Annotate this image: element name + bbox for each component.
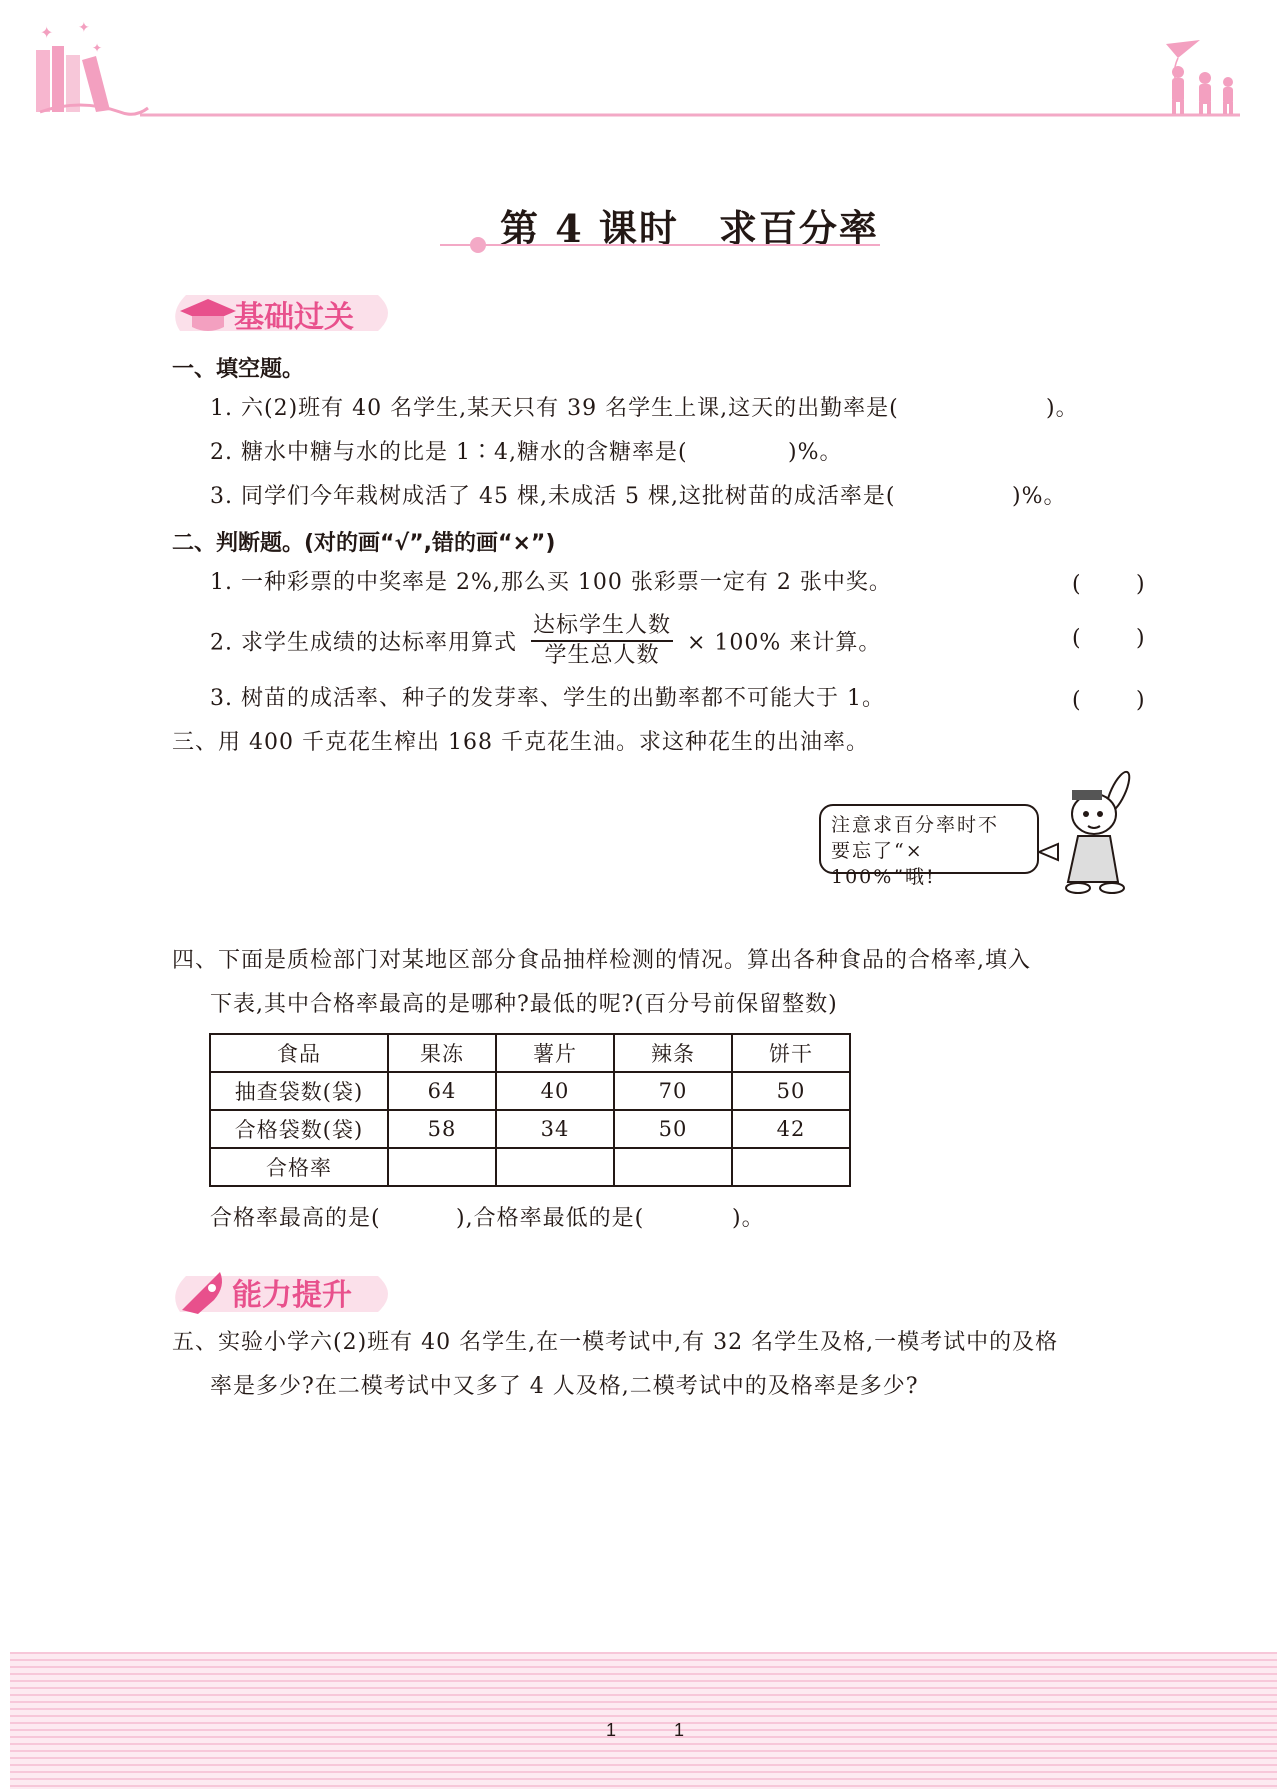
part1-q2: 2. 糖水中糖与水的比是 1∶4,糖水的含糖率是( <box>210 440 688 465</box>
part1-q2-end: )%。 <box>788 440 843 465</box>
part2-q2-post: × 100% 来计算。 <box>687 630 882 656</box>
part2-heading: 二、判断题。(对的画“√”,错的画“×”) <box>172 531 556 556</box>
table-header: 薯片 <box>496 1034 614 1072</box>
header-decoration <box>0 0 1287 140</box>
part4-answer-a: 合格率最高的是( <box>210 1206 381 1231</box>
table-cell-answer[interactable] <box>388 1148 496 1186</box>
table-cell: 70 <box>614 1072 732 1110</box>
part2-q1: 1. 一种彩票的中奖率是 2%,那么买 100 张彩票一定有 2 张中奖。 <box>210 570 892 595</box>
table-header: 饼干 <box>732 1034 850 1072</box>
part5-line2: 率是多少?在二模考试中又多了 4 人及格,二模考试中的及格率是多少? <box>210 1374 919 1399</box>
section-advanced: 能力提升 <box>232 1278 352 1313</box>
table-cell: 58 <box>388 1110 496 1148</box>
part1-q1-end: )。 <box>1046 396 1079 421</box>
table-cell-answer[interactable] <box>614 1148 732 1186</box>
rabbit-teacher-icon <box>1038 770 1148 900</box>
tip-line2: 要忘了“× 100%”哦! <box>831 840 936 888</box>
fraction-denominator: 学生总人数 <box>544 643 660 668</box>
table-header: 果冻 <box>388 1034 496 1072</box>
page-number-left: 1 <box>606 1720 617 1740</box>
part1-q3-end: )%。 <box>1012 484 1067 509</box>
part2-q2 <box>210 612 881 670</box>
fraction-numerator: 达标学生人数 <box>531 612 673 642</box>
part2-q2-paren-open: ( <box>1072 626 1081 651</box>
page-number-right: 1 <box>674 1720 685 1740</box>
fraction <box>531 612 673 670</box>
part3-text: 三、用 400 千克花生榨出 168 千克花生油。求这种花生的出油率。 <box>172 730 869 755</box>
page-title: 第 4 课时 求百分率 <box>500 206 879 251</box>
tip-bubble <box>819 804 1039 888</box>
table-cell-answer[interactable] <box>732 1148 850 1186</box>
books-icon <box>36 20 148 114</box>
part4-line2: 下表,其中合格率最高的是哪种?最低的呢?(百分号前保留整数) <box>210 992 838 1017</box>
table-cell: 合格袋数(袋) <box>210 1110 388 1148</box>
table-cell: 40 <box>496 1072 614 1110</box>
part5-line1: 五、实验小学六(2)班有 40 名学生,在一模考试中,有 32 名学生及格,一模考试中的及格 <box>172 1330 1059 1355</box>
svg-text:✦: ✦ <box>78 20 90 36</box>
part2-q2-pre: 2. 求学生成绩的达标率用算式 <box>210 630 517 656</box>
table-cell-answer[interactable] <box>496 1148 614 1186</box>
table-header: 辣条 <box>614 1034 732 1072</box>
part1-q3: 3. 同学们今年栽树成活了 45 棵,未成活 5 棵,这批树苗的成活率是( <box>210 484 896 509</box>
table-cell: 抽查袋数(袋) <box>210 1072 388 1110</box>
part4-answer-c: )。 <box>732 1206 765 1231</box>
quality-table <box>209 1033 851 1187</box>
part2-q1-paren-open: ( <box>1072 572 1081 597</box>
title-underline <box>440 236 880 256</box>
table-cell: 50 <box>614 1110 732 1148</box>
svg-text:✦: ✦ <box>40 23 54 42</box>
part4-line1: 四、下面是质检部门对某地区部分食品抽样检测的情况。算出各种食品的合格率,填入 <box>172 948 1031 973</box>
part1-q1: 1. 六(2)班有 40 名学生,某天只有 39 名学生上课,这天的出勤率是( <box>210 396 899 421</box>
part2-q1-paren-close: ) <box>1136 572 1145 597</box>
table-row <box>210 1110 850 1148</box>
table-cell: 42 <box>732 1110 850 1148</box>
part2-q3-paren-open: ( <box>1072 688 1081 713</box>
footer-decoration <box>10 1652 1277 1789</box>
table-cell: 50 <box>732 1072 850 1110</box>
part4-answer-b: ),合格率最低的是( <box>456 1206 645 1231</box>
tip-line1: 注意求百分率时不 <box>831 814 1000 836</box>
section-basic: 基础过关 <box>234 300 354 335</box>
part2-q3: 3. 树苗的成活率、种子的发芽率、学生的出勤率都不可能大于 1。 <box>210 686 885 711</box>
children-kite-icon <box>1166 40 1233 114</box>
table-cell: 合格率 <box>210 1148 388 1186</box>
table-header: 食品 <box>210 1034 388 1072</box>
svg-text:✦: ✦ <box>92 41 103 55</box>
table-header-row <box>210 1034 850 1072</box>
table-cell: 64 <box>388 1072 496 1110</box>
table-row <box>210 1072 850 1110</box>
table-row <box>210 1148 850 1186</box>
part1-heading: 一、填空题。 <box>172 357 305 382</box>
part2-q2-paren-close: ) <box>1136 626 1145 651</box>
table-cell: 34 <box>496 1110 614 1148</box>
part2-q3-paren-close: ) <box>1136 688 1145 713</box>
